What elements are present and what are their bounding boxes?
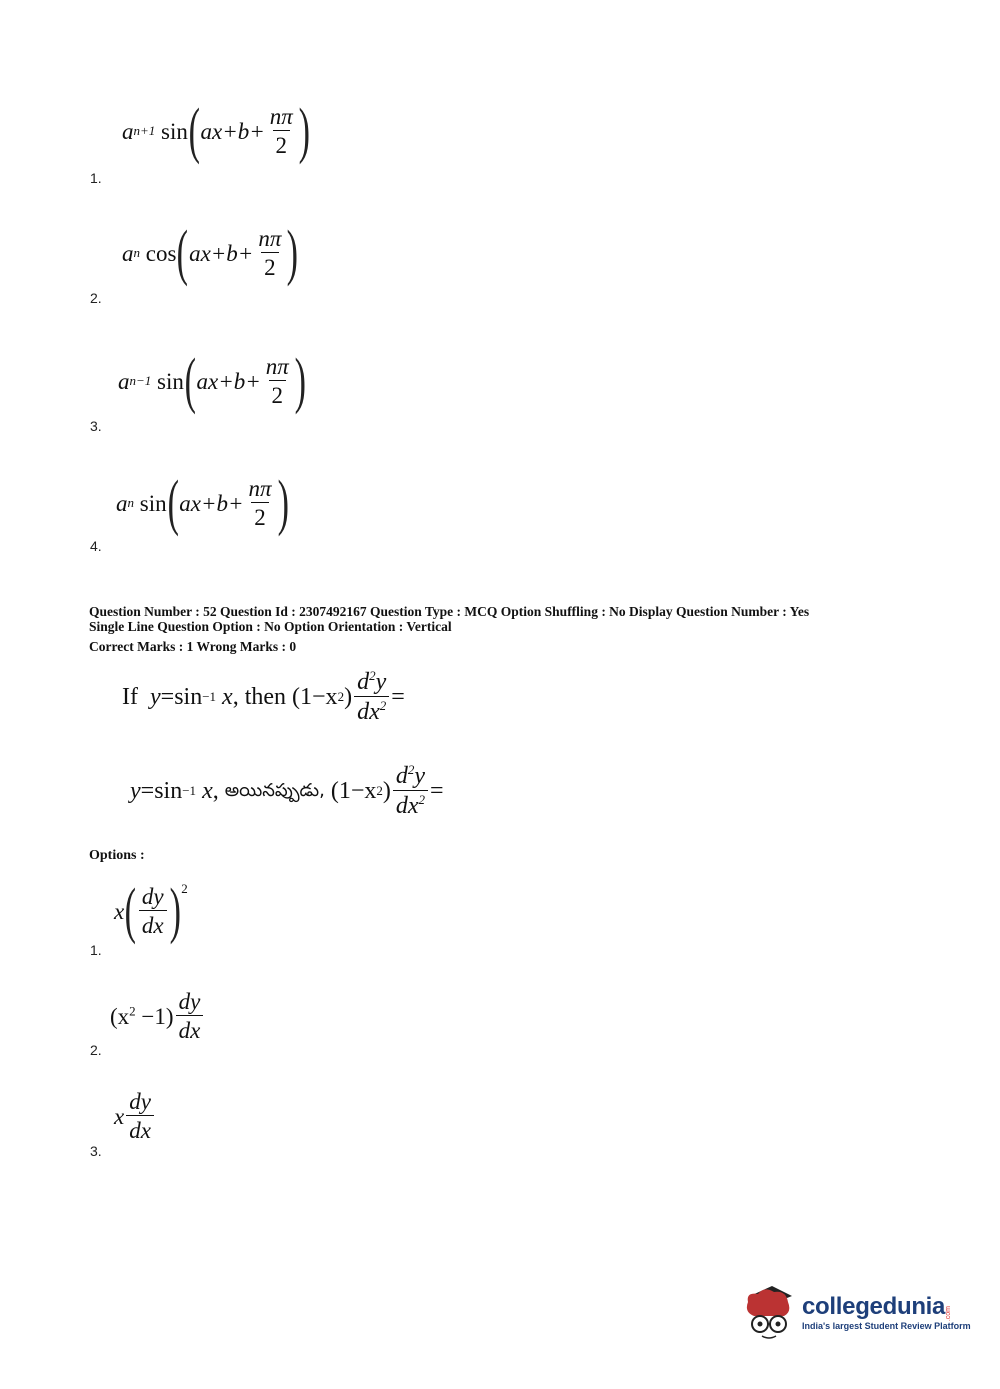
prev-option-4-number: 4. bbox=[90, 538, 102, 554]
logo-com: .com bbox=[945, 1305, 953, 1321]
prev-option-3-expression: a n−1 sin ( ax+b+ $\frac{n\pi}{2}$ ) bbox=[118, 347, 306, 415]
option-3-number: 3. bbox=[90, 1143, 102, 1159]
prev-option-4-expression: a n sin ( ax+b+ $\frac{n\pi}{2}$ ) bbox=[116, 469, 289, 537]
option-1-number: 1. bbox=[90, 942, 102, 958]
logo-name: collegedunia bbox=[802, 1293, 946, 1320]
question-text-english: If y = sin −1 x , then (1−x 2 ) $\frac{d^2y}{dx^2}$ = bbox=[122, 668, 405, 725]
option-3-expression: x $\frac{dy}{dx}$ bbox=[114, 1090, 156, 1142]
logo-tagline: India's largest Student Review Platform bbox=[802, 1321, 971, 1331]
option-2-number: 2. bbox=[90, 1042, 102, 1058]
option-1-expression: x ( $\frac{dy}{dx}$ ) $^2$ bbox=[114, 877, 188, 945]
options-label: Options : bbox=[89, 848, 145, 863]
prev-option-1-number: 1. bbox=[90, 170, 102, 186]
mascot-icon bbox=[742, 1282, 800, 1342]
prev-option-1-expression: a n+1 sin ( ax+b+ $\frac{n\pi}{2}$ ) bbox=[122, 97, 310, 165]
prev-option-2-number: 2. bbox=[90, 290, 102, 306]
question-meta-line-2: Single Line Question Option : No Option Orientation : Vertical bbox=[89, 619, 452, 634]
option-2-expression: $(x^2 -1)$ $\frac{dy}{dx}$ bbox=[110, 990, 205, 1042]
question-text-telugu: y = sin −1 x , అయినప్పుడు, (1−x 2 ) $\frac{d^2y}{dx^2}$ = bbox=[130, 762, 444, 819]
prev-option-3-number: 3. bbox=[90, 418, 102, 434]
prev-option-2-expression: a n cos ( ax+b+ $\frac{n\pi}{2}$ ) bbox=[122, 219, 299, 287]
question-meta-line-1: Question Number : 52 Question Id : 2307492167 Question Type : MCQ Option Shuffling : No Display Question Number : Yes bbox=[89, 604, 810, 619]
collegedunia-logo bbox=[742, 1282, 971, 1342]
question-marks: Correct Marks : 1 Wrong Marks : 0 bbox=[89, 639, 297, 654]
